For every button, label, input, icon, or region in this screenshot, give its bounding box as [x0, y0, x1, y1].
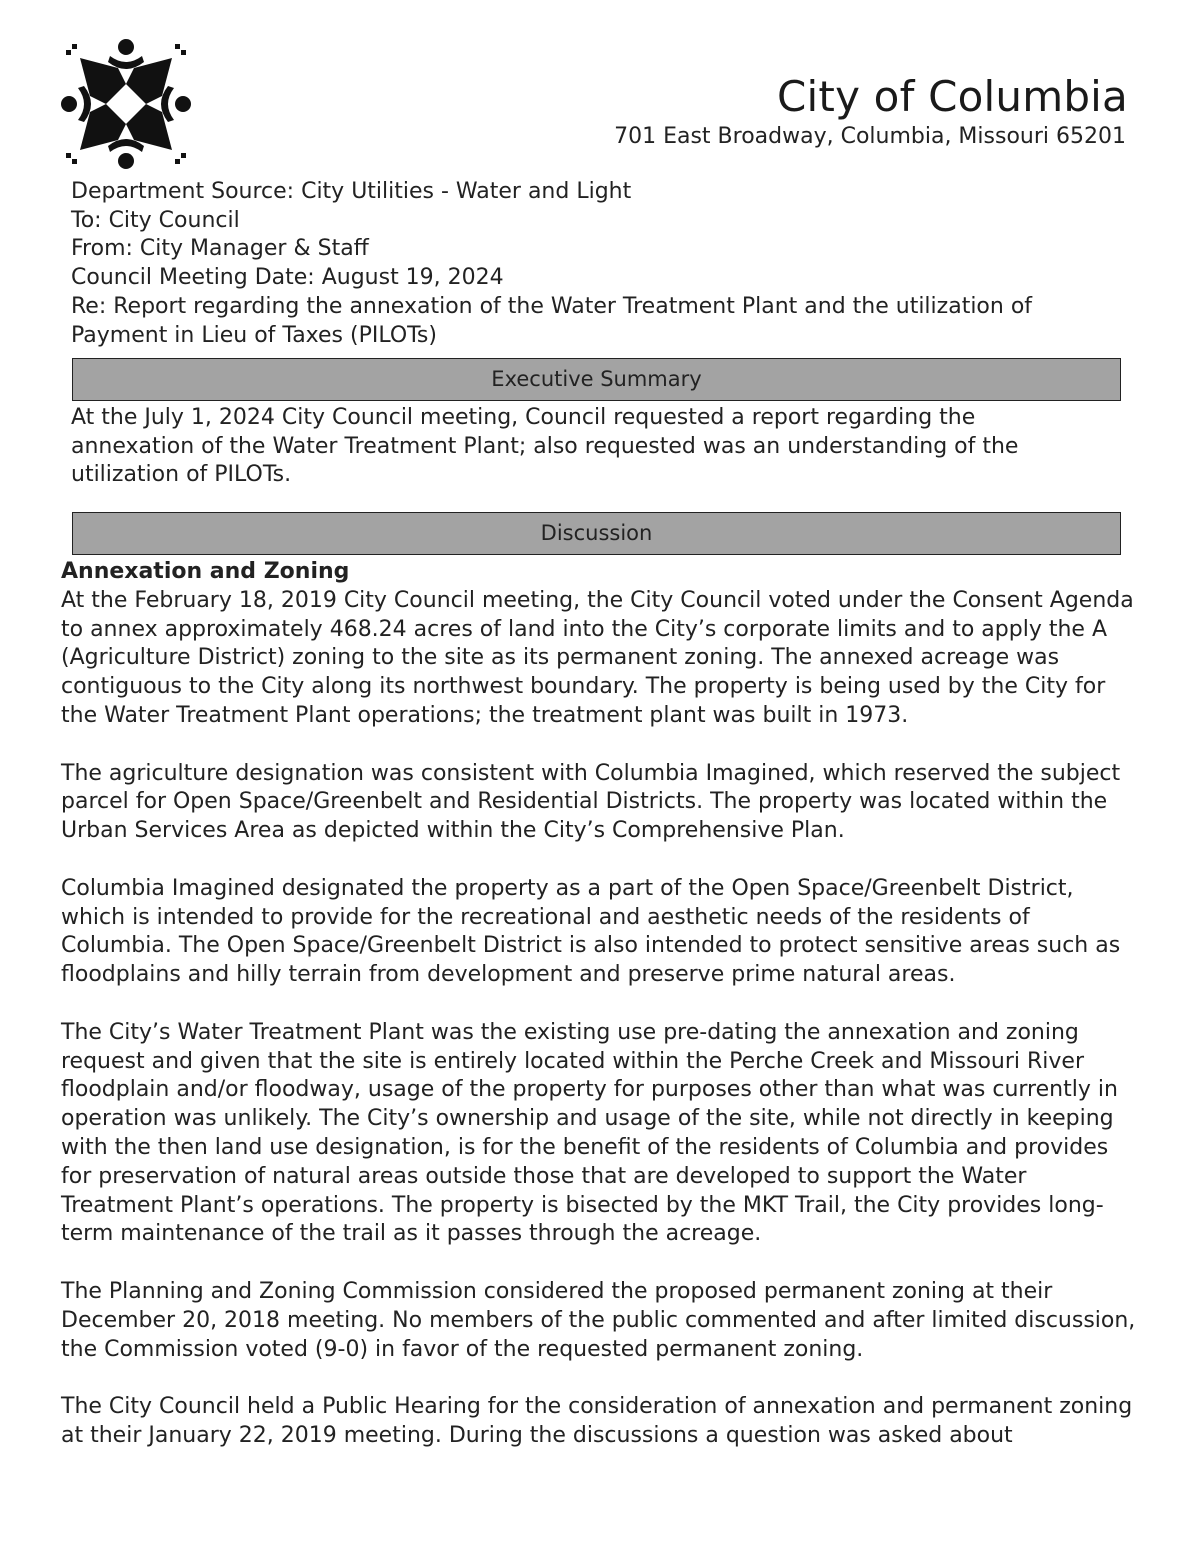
memo-department: Department Source: City Utilities - Water and Light	[71, 179, 632, 204]
discussion-paragraph: The City Council held a Public Hearing for the consideration of annexation and permanent zoning at their January 22, 2019 meeting. During the discussions a question was asked about	[61, 1394, 1133, 1448]
executive-summary-heading: Executive Summary	[72, 358, 1121, 401]
executive-summary-text: At the July 1, 2024 City Council meeting, Council requested a report regarding the annexation of the Water Treatment Plant; also requested was an understanding of the utilization of PILOTs.	[71, 405, 1019, 488]
memo-from: From: City Manager & Staff	[71, 236, 369, 262]
discussion-paragraph: The agriculture designation was consistent with Columbia Imagined, which reserved the subject parcel for Open Space/Greenbelt and Residential Districts. The property was located within the Urban Services Area as depicted within the City’s Comprehensive Plan.	[61, 760, 1121, 844]
memo-meeting-date: Council Meeting Date: August 19, 2024	[71, 265, 504, 291]
memo-header	[71, 178, 1111, 350]
discussion-body	[61, 558, 1136, 1480]
discussion-paragraph: The City’s Water Treatment Plant was the existing use pre-dating the annexation and zoning request and given that the site is entirely located within the Perche Creek and Missouri River floodplain and/or floodway, usage of the property for purposes other than what was currently in operation was unlikely. The City’s ownership and usage of the site, while not directly in keeping with the then land use designation, is for the benefit of the residents of Columbia and provides for preservation of natural areas outside those that are developed to support the Water Treatment Plant’s operations. The property is bisected by the MKT Trail, the City provides long-term maintenance of the trail as it passes through the acreage.	[61, 1019, 1118, 1247]
city-name-title: City of Columbia	[777, 72, 1128, 121]
discussion-paragraph: Columbia Imagined designated the property as a part of the Open Space/Greenbelt District, which is intended to provide for the recreational and aesthetic needs of the residents of Columbia. The Open Space/Greenbelt District is also intended to protect sensitive areas such as floodplains and hilly terrain from development and preserve prime natural areas.	[61, 875, 1121, 988]
discussion-paragraph: At the February 18, 2019 City Council meeting, the City Council voted under the Consent Agenda to annex approximately 468.24 acres of land into the City’s corporate limits and to apply the A (Agriculture District) zoning to the site as its permanent zoning. The annexed acreage was contiguous to the City along its northwest boundary. The property is being used by the City for the Water Treatment Plant operations; the treatment plant was built in 1973.	[61, 587, 1134, 728]
discussion-heading: Discussion	[72, 512, 1121, 555]
memo-to: To: City Council	[71, 207, 240, 233]
memo-re: Re: Report regarding the annexation of the Water Treatment Plant and the utilization of Payment in Lieu of Taxes (PILOTs)	[71, 293, 1033, 348]
city-address: 701 East Broadway, Columbia, Missouri 65201	[614, 124, 1126, 149]
discussion-paragraph: The Planning and Zoning Commission considered the proposed permanent zoning at their December 20, 2018 meeting. No members of the public commented and after limited discussion, the Commission voted (9-0) in favor of the requested permanent zoning.	[61, 1278, 1136, 1362]
city-seal-logo-icon	[60, 38, 192, 170]
annexation-zoning-subheading: Annexation and Zoning	[61, 559, 350, 584]
